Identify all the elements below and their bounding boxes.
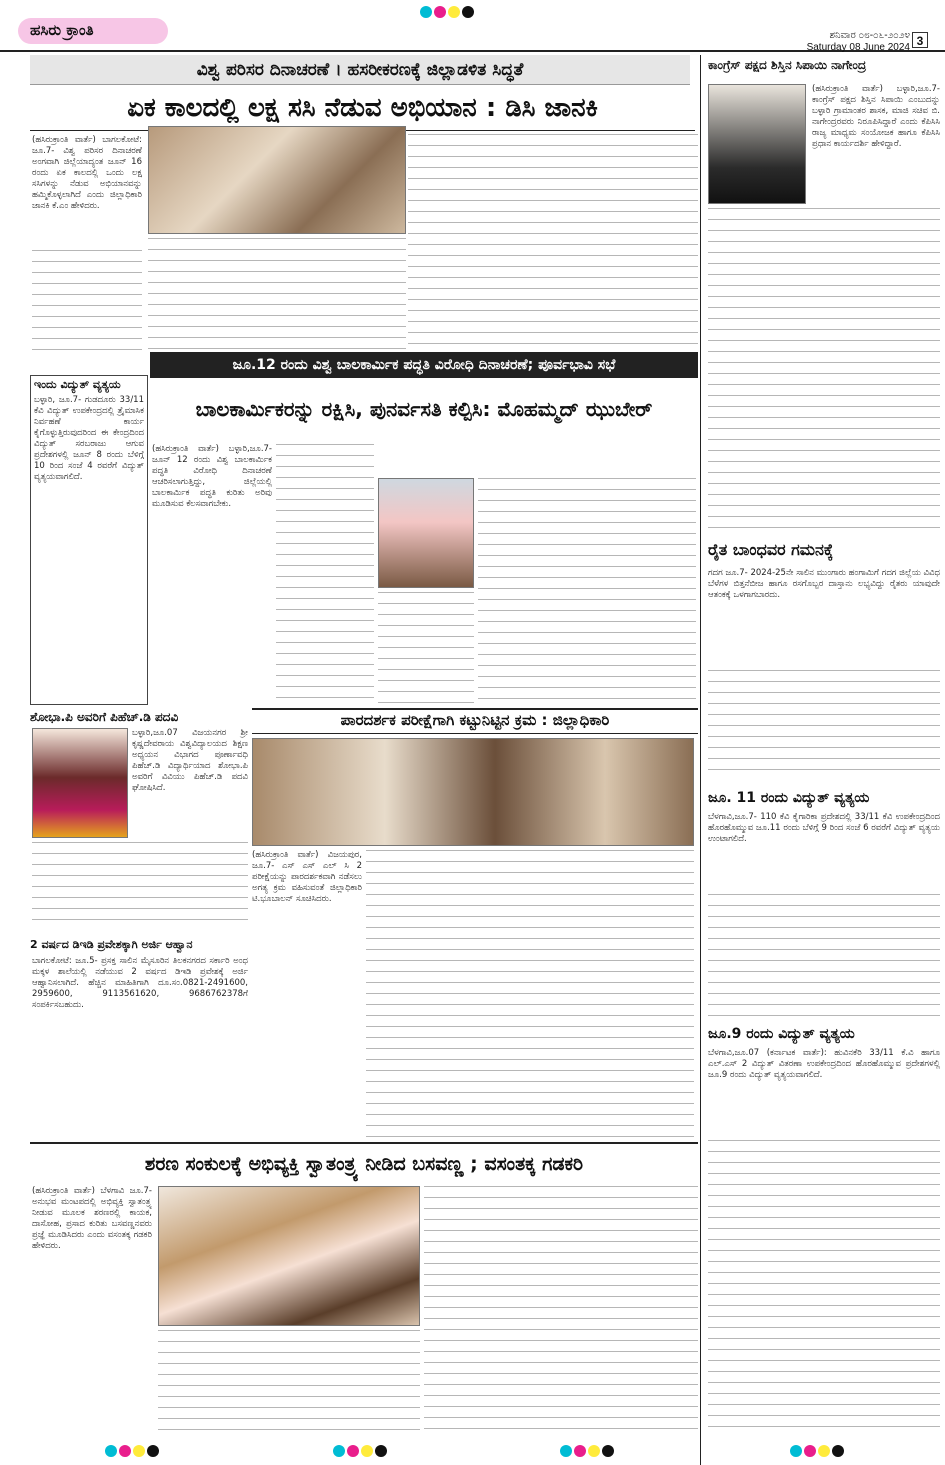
registration-black-mark	[832, 1445, 844, 1457]
registration-magenta-mark	[804, 1445, 816, 1457]
lead-body-column-1: (ಹಸಿರುಕ್ರಾಂತಿ ವಾರ್ತೆ) ಬಾಗಲಕೋಟೆ: ಜೂ.7- ವಿಶ್ವ ಪರಿಸರ ದಿನಾಚರಣೆ ಅಂಗವಾಗಿ ಜಿಲ್ಲೆಯಾದ್ಯಂತ ಜೂನ್ 16 ರಂದು ಏಕ ಕಾಲದಲ್ಲಿ ಒಂದು ಲಕ್ಷ ಸಸಿಗಳನ್ನು ನೆಡುವ ಅಭಿಯಾನವನ್ನು ಹಮ್ಮಿಕೊಳ್ಳಲಾಗಿದೆ ಎಂದು ಜಿಲ್ಲಾಧಿಕಾರಿ ಜಾನಕಿ ಕೆ.ಎಂ ಹೇಳಿದರು.	[32, 135, 142, 211]
lead-photo	[148, 126, 406, 234]
date-box	[760, 30, 910, 54]
date-kannada: ಶನಿವಾರ ೦೮-೦೬-೨೦೨೪	[829, 30, 910, 41]
congress-body-text	[708, 208, 940, 530]
child-labour-body: (ಹಸಿರುಕ್ರಾಂತಿ ವಾರ್ತೆ) ಬಳ್ಳಾರಿ,ಜೂ.7- ಜೂನ್ 12 ರಂದು ವಿಶ್ವ ಬಾಲಕಾರ್ಮಿಕ ಪದ್ಧತಿ ವಿರೋಧಿ ದಿನಾಚರಣೆ ಆಚರಿಸಲಾಗುತ್ತಿದ್ದು, ಜಿಲ್ಲೆಯಲ್ಲಿ ಬಾಲಕಾರ್ಮಿಕ ಪದ್ಧತಿ ಕುರಿತು ಅರಿವು ಮೂಡಿಸುವ ಕೆಲಸವಾಗಬೇಕು.	[152, 444, 272, 509]
column-rule	[700, 55, 701, 1465]
basavanna-body-text-right	[424, 1186, 698, 1436]
page-name: ಹಸಿರು ಕ್ರಾಂತಿ	[18, 18, 168, 44]
basavanna-body-text	[158, 1330, 420, 1436]
date-english: Saturday 08 June 2024	[806, 42, 910, 53]
lead-kicker: ವಿಶ್ವ ಪರಿಸರ ದಿನಾಚರಣೆ । ಹಸರೀಕರಣಕ್ಕೆ ಜಿಲ್ಲಾಡಳಿತ ಸಿದ್ಧತೆ	[30, 55, 690, 85]
power-cut-body: ಬಳ್ಳಾರಿ, ಜೂ.7- ಗುಡದೂರು 33/11 ಕೆವಿ ವಿದ್ಯುತ್ ಉಪಕೇಂದ್ರದಲ್ಲಿ ತ್ರೈಮಾಸಿಕ ನಿರ್ವಹಣೆ ಕಾರ್ಯ ಕೈಗೊಳ್ಳುತ್ತಿರುವುದರಿಂದ ಈ ಕೇಂದ್ರದಿಂದ ವಿದ್ಯುತ್ ಸರಬರಾಜು ಆಗುವ ಪ್ರದೇಶಗಳಲ್ಲಿ ಜೂನ್ 8 ರಂದು ಬೆಳಿಗ್ಗೆ 10 ರಿಂದ ಸಂಜೆ 4 ರವರೆಗೆ ವಿದ್ಯುತ್ ವ್ಯತ್ಯಯವಾಗಲಿದೆ.	[34, 395, 144, 482]
registration-black-mark	[147, 1445, 159, 1457]
divider	[30, 1142, 698, 1144]
registration-black-mark	[602, 1445, 614, 1457]
registration-magenta-mark	[574, 1445, 586, 1457]
child-labour-body-text-mid	[378, 592, 474, 704]
registration-magenta-mark	[434, 6, 446, 18]
basavanna-headline: ಶರಣ ಸಂಕುಲಕ್ಕೆ ಅಭಿವ್ಯಕ್ತಿ ಸ್ವಾತಂತ್ರ್ಯ ನೀಡಿದ ಬಸವಣ್ಣ ; ವಸಂತಕ್ಕ ಗಡಕರಿ	[144, 1153, 584, 1175]
child-labour-body-text	[276, 444, 374, 704]
registration-cyan-mark	[105, 1445, 117, 1457]
exam-photo	[252, 738, 694, 846]
congress-headline: ಕಾಂಗ್ರೆಸ್ ಪಕ್ಷದ ಶಿಸ್ತಿನ ಸಿಪಾಯಿ ನಾಗೇಂದ್ರ	[708, 58, 867, 72]
diploma-headline: 2 ವರ್ಷದ ಡಿಇಡಿ ಪ್ರವೇಶಕ್ಕಾಗಿ ಅರ್ಜಿ ಆಹ್ವಾನ	[30, 938, 193, 951]
lead-body-text-left	[32, 250, 142, 354]
nagendra-photo	[708, 84, 806, 204]
registration-cyan-mark	[790, 1445, 802, 1457]
registration-cyan-mark	[333, 1445, 345, 1457]
congress-body: (ಹಸಿರುಕ್ರಾಂತಿ ವಾರ್ತೆ) ಬಳ್ಳಾರಿ,ಜೂ.7- ಕಾಂಗ್ರೆಸ್ ಪಕ್ಷದ ಶಿಸ್ತಿನ ಸಿಪಾಯಿ ಎಂಬುದನ್ನು ಬಳ್ಳಾರಿ ಗ್ರಾಮಾಂತರ ಶಾಸಕ, ಮಾಜಿ ಸಚಿವ ಬಿ. ನಾಗೇಂದ್ರರವರು ನಿರೂಪಿಸಿದ್ದಾರೆ ಎಂದು ಕೆಪಿಸಿಸಿ ರಾಜ್ಯ ಮಾಧ್ಯಮ ಸಂಯೋಜಕ ಹಾಗೂ ಕೆಪಿಸಿಸಿ ಪ್ರಧಾನ ಕಾರ್ಯದರ್ಶಿ ಹೇಳಿದ್ದಾರೆ.	[812, 84, 940, 149]
shobha-headline: ಶೋಭಾ.ಪಿ ಅವರಿಗೆ ಪಿಹೆಚ್.ಡಿ ಪದವಿ	[30, 710, 179, 724]
farmers-body-text	[708, 670, 940, 780]
diploma-body: ಬಾಗಲಕೋಟೆ: ಜೂ.5- ಪ್ರಸಕ್ತ ಸಾಲಿನ ಮೈಸೂರಿನ ತಿಲಕನಗರದ ಸರ್ಕಾರಿ ಅಂಧ ಮಕ್ಕಳ ಶಾಲೆಯಲ್ಲಿ ನಡೆಯುವ 2 ವರ್ಷದ ಡಿಇಡಿ ಪ್ರವೇಶಕ್ಕೆ ಅರ್ಜಿ ಆಹ್ವಾನಿಸಲಾಗಿದೆ. ಹೆಚ್ಚಿನ ಮಾಹಿತಿಗಾಗಿ ದೂ.ಸಂ.0821-2491600, 2959600, 9113561620, 9686762378ಗೆ ಸಂಪರ್ಕಿಸಬಹುದು.	[32, 956, 248, 1010]
registration-cyan-mark	[560, 1445, 572, 1457]
registration-black-mark	[375, 1445, 387, 1457]
registration-yellow-mark	[361, 1445, 373, 1457]
lead-headline: ಏಕ ಕಾಲದಲ್ಲಿ ಲಕ್ಷ ಸಸಿ ನೆಡುವ ಅಭಿಯಾನ : ಡಿಸಿ ಜಾನಕಿ	[127, 93, 598, 123]
basavanna-event-photo	[158, 1186, 420, 1326]
zubair-photo	[378, 478, 474, 588]
registration-magenta-mark	[119, 1445, 131, 1457]
farmers-headline: ರೈತ ಬಾಂಧವರ ಗಮನಕ್ಕೆ	[708, 540, 834, 559]
power-cut-3-headline: ಜೂ.9 ರಂದು ವಿದ್ಯುತ್ ವ್ಯತ್ಯಯ	[708, 1026, 855, 1042]
power-cut-2-headline: ಜೂ. 11 ರಂದು ವಿದ್ಯುತ್ ವ್ಯತ್ಯಯ	[708, 790, 870, 806]
child-labour-body-text-right	[478, 478, 696, 704]
registration-black-mark	[462, 6, 474, 18]
power-cut-2-body: ಬೆಳಗಾವಿ,ಜೂ.7- 110 ಕೆವಿ ಕೈಗಾರಿಕಾ ಪ್ರದೇಶದಲ್ಲಿ 33/11 ಕೆವಿ ಉಪಕೇಂದ್ರದಿಂದ ಹೊರಹೊಮ್ಮುವ ಜೂ.11 ರಂದು ಬೆಳಿಗ್ಗೆ 9 ರಿಂದ ಸಂಜೆ 6 ರವರೆಗೆ ವಿದ್ಯುತ್ ವ್ಯತ್ಯಯ ಉಂಟಾಗಲಿದೆ.	[708, 812, 940, 844]
lead-body-text	[408, 134, 698, 352]
registration-cyan-mark	[420, 6, 432, 18]
child-labour-headline: ಬಾಲಕಾರ್ಮಿಕರನ್ನು ರಕ್ಷಿಸಿ, ಪುನರ್ವಸತಿ ಕಲ್ಪಿಸಿ: ಮೊಹಮ್ಮದ್ ಝುಬೇರ್	[195, 397, 653, 421]
power-cut-3-body-text	[708, 1140, 940, 1430]
shobha-photo	[32, 728, 128, 838]
registration-yellow-mark	[133, 1445, 145, 1457]
registration-yellow-mark	[448, 6, 460, 18]
registration-magenta-mark	[347, 1445, 359, 1457]
registration-yellow-mark	[818, 1445, 830, 1457]
shobha-body: ಬಳ್ಳಾರಿ,ಜೂ.07 ವಿಜಯನಗರ ಶ್ರೀ ಕೃಷ್ಣದೇವರಾಯ ವಿಶ್ವವಿದ್ಯಾಲಯದ ಶಿಕ್ಷಣ ಅಧ್ಯಯನ ವಿಭಾಗದ ಪೂರ್ಣಾವಧಿ ಪಿಹೆಚ್.ಡಿ ವಿದ್ಯಾರ್ಥಿಯಾದ ಶೋಭಾ.ಪಿ ಅವರಿಗೆ ವಿವಿಯು ಪಿಹೆಚ್.ಡಿ ಪದವಿ ಘೋಷಿಸಿದೆ.	[132, 728, 248, 793]
shobha-body-text	[32, 842, 248, 930]
child-labour-banner: ಜೂ.12 ರಂದು ವಿಶ್ವ ಬಾಲಕಾರ್ಮಿಕ ಪದ್ಧತಿ ವಿರೋಧಿ ದಿನಾಚರಣೆ; ಪೂರ್ವಭಾವಿ ಸಭೆ	[150, 352, 698, 378]
lead-body-text-lower	[148, 238, 406, 354]
exam-headline: ಪಾರದರ್ಶಕ ಪರೀಕ್ಷೆಗಾಗಿ ಕಟ್ಟುನಿಟ್ಟಿನ ಕ್ರಮ : ಜಿಲ್ಲಾಧಿಕಾರಿ	[252, 708, 698, 734]
page-number: 3	[912, 32, 928, 48]
registration-yellow-mark	[588, 1445, 600, 1457]
exam-body-text	[366, 850, 694, 1140]
farmers-body: ಗದಗ ಜೂ.7- 2024-25ನೇ ಸಾಲಿನ ಮುಂಗಾರು ಹಂಗಾಮಿಗೆ ಗದಗ ಜಿಲ್ಲೆಯ ವಿವಿಧ ಬೆಳೆಗಳ ಬಿತ್ತನೆಬೀಜ ಹಾಗೂ ರಸಗೊಬ್ಬರ ದಾಸ್ತಾನು ಲಭ್ಯವಿದ್ದು ರೈತರು ಯಾವುದೇ ಆತಂಕಕ್ಕೆ ಒಳಗಾಗಬಾರದು.	[708, 568, 940, 600]
power-cut-2-body-text	[708, 894, 940, 1022]
power-cut-headline: ಇಂದು ವಿದ್ಯುತ್ ವ್ಯತ್ಯಯ	[34, 378, 121, 391]
exam-body: (ಹಸಿರುಕ್ರಾಂತಿ ವಾರ್ತೆ) ವಿಜಯಪುರ, ಜೂ.7- ಎಸ್ ಎಸ್ ಎಲ್ ಸಿ 2 ಪರೀಕ್ಷೆಯನ್ನು ಪಾರದರ್ಶಕವಾಗಿ ನಡೆಸಲು ಅಗತ್ಯ ಕ್ರಮ ವಹಿಸುವಂತೆ ಜಿಲ್ಲಾಧಿಕಾರಿ ಟಿ.ಭೂಬಾಲನ್ ಸೂಚಿಸಿದರು.	[252, 850, 362, 904]
power-cut-3-body: ಬೆಳಗಾವಿ,ಜೂ.07 (ಕರ್ನಾಟಕ ವಾರ್ತೆ): ಹುವಿನಕೆರಿ 33/11 ಕೆ.ವಿ ಹಾಗೂ ಎಲ್.ಎಸ್ 2 ವಿದ್ಯುತ್ ವಿತರಣಾ ಉಪಕೇಂದ್ರದಿಂದ ಹೊರಹೊಮ್ಮುವ ಪ್ರದೇಶಗಳಲ್ಲಿ ಜೂ.9 ರಂದು ವಿದ್ಯುತ್ ವ್ಯತ್ಯಯವಾಗಲಿದೆ.	[708, 1048, 940, 1080]
basavanna-body: (ಹಸಿರುಕ್ರಾಂತಿ ವಾರ್ತೆ) ಬೆಳಗಾವಿ ಜೂ.7- ಅನುಭವ ಮಂಟಪದಲ್ಲಿ ಅಭಿವ್ಯಕ್ತಿ ಸ್ವಾತಂತ್ರ್ಯ ನೀಡುವ ಮೂಲಕ ಶರಣರಲ್ಲಿ ಕಾಯಕ, ದಾಸೋಹ, ಪ್ರಸಾದ ಕುರಿತು ಬಸವಣ್ಣನವರು ಪ್ರಜ್ಞೆ ಮೂಡಿಸಿದರು ಎಂದು ವಸಂತಕ್ಕ ಗಡಕರಿ ಹೇಳಿದರು.	[32, 1186, 152, 1251]
